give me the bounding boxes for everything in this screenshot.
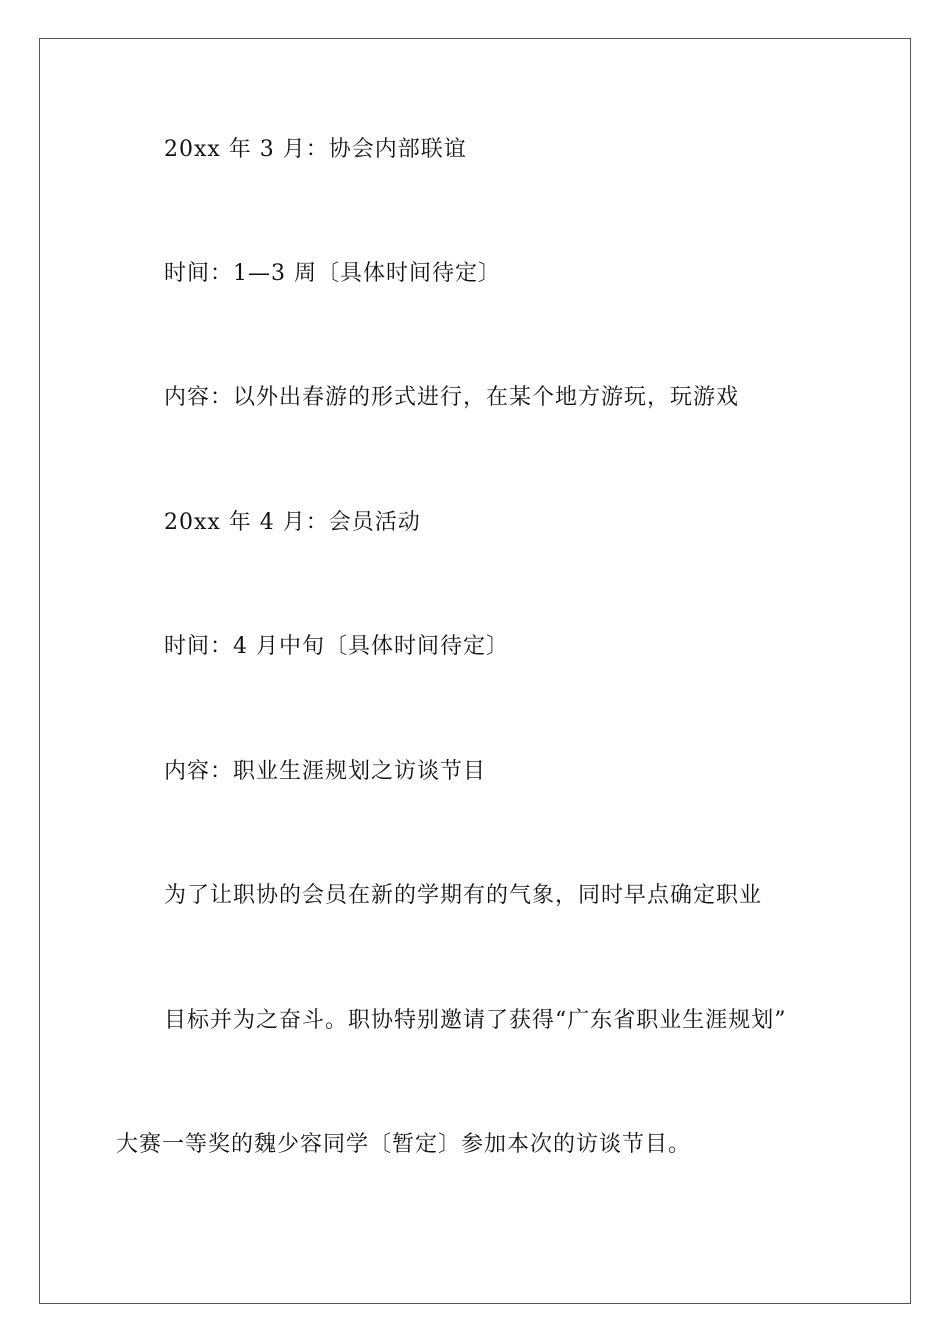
month-3-heading: 20xx 年 3 月：协会内部联谊: [164, 137, 467, 162]
month-4-heading: 20xx 年 4 月：会员活动: [164, 510, 421, 535]
document-page: [39, 38, 911, 1304]
month-3-content: 内容：以外出春游的形式进行，在某个地方游玩，玩游戏: [164, 385, 740, 410]
month-4-time: 时间：4 月中旬〔具体时间待定〕: [164, 634, 509, 659]
paragraph-line-2: 目标并为之奋斗。职协特别邀请了获得“广东省职业生涯规划”: [164, 1008, 787, 1033]
month-3-time: 时间：1—3 周〔具体时间待定〕: [164, 261, 501, 286]
paragraph-line-3: 大赛一等奖的魏少容同学〔暂定〕参加本次的访谈节目。: [116, 1132, 692, 1157]
month-4-content: 内容：职业生涯规划之访谈节目: [164, 759, 487, 784]
paragraph-line-1: 为了让职协的会员在新的学期有的气象，同时早点确定职业: [164, 883, 763, 908]
